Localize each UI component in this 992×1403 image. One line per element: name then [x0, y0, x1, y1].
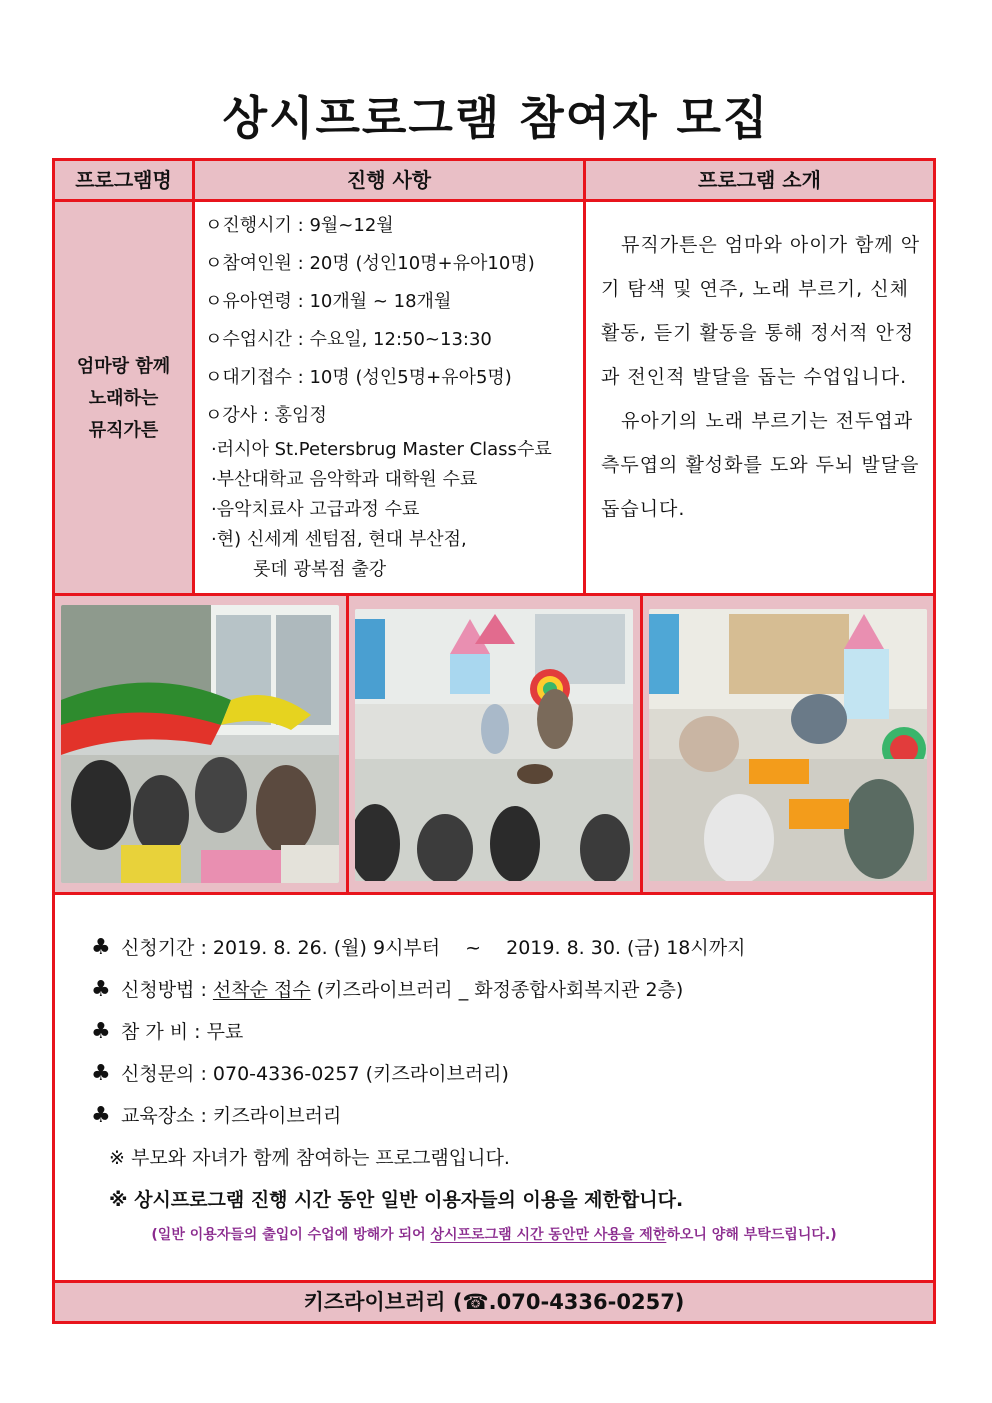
detail-instructor: ㅇ강사 : 홍임정: [205, 405, 327, 426]
info-value: 2019. 8. 26. (월) 9시부터 ~ 2019. 8. 30. (금) 18시까지: [212, 937, 746, 959]
info-label: 교육장소 :: [121, 1105, 213, 1127]
note-apology: [55, 1224, 933, 1244]
info-label: 신청문의 :: [121, 1063, 213, 1085]
intro-paragraph: 유아기의 노래 부르기는 전두엽과 측두엽의 활성화를 도와 두뇌 발달을 돕습니다.: [601, 410, 920, 520]
note-text-underlined: 상시프로그램 시간 동안만 사용을 제한: [430, 1227, 667, 1243]
info-label: 참 가 비 :: [121, 1021, 207, 1043]
application-info: [91, 927, 911, 1137]
program-name-line: 엄마랑 함께: [76, 356, 171, 377]
detail-age: ㅇ유아연령 : 10개월 ~ 18개월: [205, 291, 452, 312]
info-value: 키즈라이브러리: [212, 1105, 342, 1127]
photo-illustration: [355, 609, 633, 881]
info-value: (키즈라이브러리 _ 화정종합사회복지관 2층): [310, 979, 684, 1001]
info-value-underlined: 선착순 접수: [212, 979, 311, 1001]
detail-period: ㅇ진행시기 : 9월~12월: [205, 215, 394, 236]
program-name-line: 노래하는: [88, 388, 159, 409]
info-label: 신청기간 :: [121, 937, 213, 959]
program-name-line: 뮤직가튼: [88, 420, 159, 441]
info-value: 070-4336-0257 (키즈라이브러리): [212, 1063, 509, 1085]
program-name: [55, 351, 192, 447]
class-photo-boxes: [649, 609, 927, 881]
program-intro: [601, 223, 927, 531]
divider: [55, 593, 933, 596]
club-icon: ♣: [91, 935, 111, 960]
poster-frame: [52, 158, 936, 1324]
instructor-bio: ·음악치료사 고급과정 수료: [211, 499, 420, 520]
intro-paragraph: 뮤직가튼은 엄마와 아이가 함께 악기 탐색 및 연주, 노래 부르기, 신체활동, 듣기 활동을 통해 정서적 안정과 전인적 발달을 돕는 수업입니다.: [601, 234, 921, 388]
divider: [192, 161, 195, 593]
divider: [55, 892, 933, 895]
info-place: [91, 1095, 911, 1137]
info-contact: [91, 1053, 911, 1095]
instructor-bio: 롯데 광복점 출강: [253, 559, 387, 580]
info-method: [91, 969, 911, 1011]
page-title: 상시프로그램 참여자 모집: [222, 91, 770, 145]
instructor-bio: ·러시아 St.Petersbrug Master Class수료: [211, 439, 552, 460]
note-family: ※ 부모와 자녀가 함께 참여하는 프로그램입니다.: [109, 1147, 510, 1169]
detail-capacity: ㅇ참여인원 : 20명 (성인10명+유아10명): [205, 253, 535, 274]
divider: [346, 593, 349, 892]
divider: [55, 199, 933, 202]
note-text: (일반 이용자들의 출입이 수업에 방해가 되어: [151, 1227, 431, 1243]
note-restriction: ※ 상시프로그램 진행 시간 동안 일반 이용자들의 이용을 제한합니다.: [109, 1189, 684, 1211]
info-label: 신청방법 :: [121, 979, 213, 1001]
instructor-bio: ·부산대학교 음악학과 대학원 수료: [211, 469, 478, 490]
club-icon: ♣: [91, 977, 111, 1002]
info-fee: [91, 1011, 911, 1053]
detail-waitlist: ㅇ대기접수 : 10명 (성인5명+유아5명): [205, 367, 512, 388]
program-details: [205, 207, 595, 585]
info-value: 무료: [206, 1021, 244, 1043]
footer-contact: 키즈라이브러리 (☎.070-4336-0257): [303, 1290, 685, 1314]
instructor-bio: ·현) 신세계 센텀점, 현대 부산점,: [211, 529, 467, 550]
photo-illustration: [649, 609, 927, 881]
club-icon: ♣: [91, 1061, 111, 1086]
header-details: 진행 사항: [346, 168, 432, 192]
class-photo-circle: [355, 609, 633, 881]
note-text: 하오니 양해 부탁드립니다.): [666, 1227, 837, 1243]
info-period: [91, 927, 911, 969]
header-program-name: 프로그램명: [75, 168, 172, 192]
class-photo-parachute: [61, 605, 339, 883]
divider: [640, 593, 643, 892]
club-icon: ♣: [91, 1019, 111, 1044]
photo-illustration: [61, 605, 339, 883]
header-intro: 프로그램 소개: [698, 168, 821, 192]
club-icon: ♣: [91, 1103, 111, 1128]
detail-time: ㅇ수업시간 : 수요일, 12:50~13:30: [205, 329, 492, 350]
